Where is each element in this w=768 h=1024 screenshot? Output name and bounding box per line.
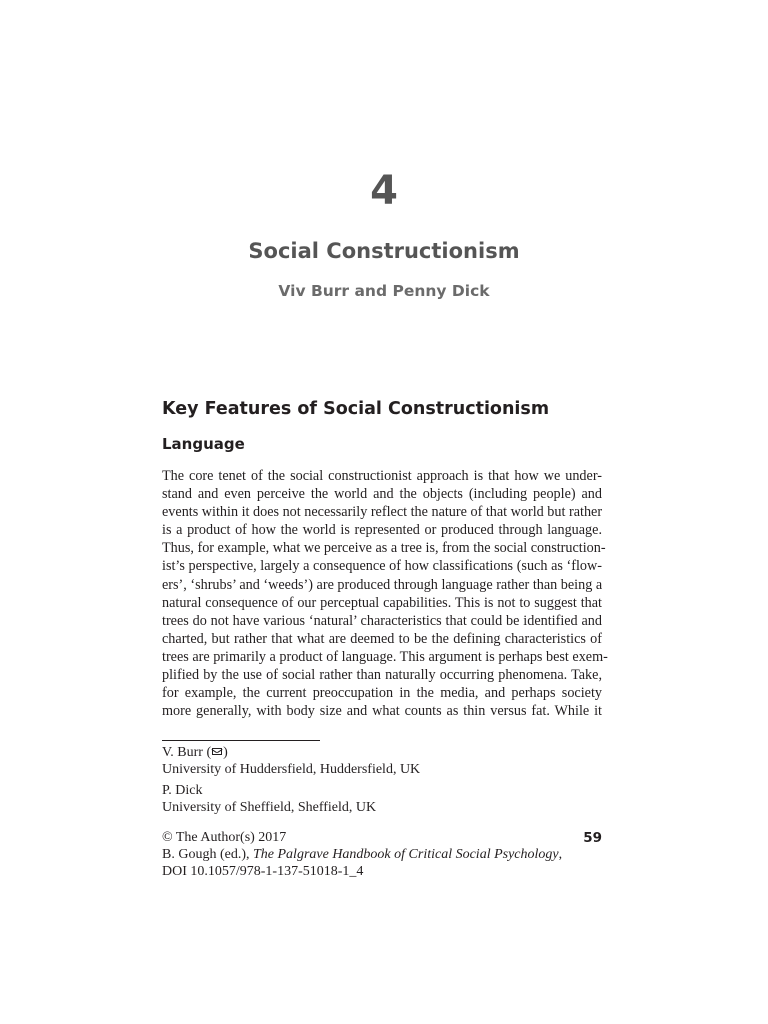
author-1-affiliation: University of Huddersfield, Huddersfield, UK [162,762,421,777]
page-number: 59 [583,830,602,846]
publication-info [162,829,562,880]
footnote-author-2 [162,782,376,816]
footnote-divider [162,740,320,741]
author-2-name: P. Dick [162,783,203,798]
author-1-name: V. Burr ( ) [162,745,228,760]
subsection-heading: Language [162,435,245,453]
author-2-affiliation: University of Sheffield, Sheffield, UK [162,800,377,815]
body-line: for example, the current preoccupation in the media, and perhaps society [162,685,602,702]
chapter-number: 4 [370,168,398,214]
body-line: natural consequence of our perceptual capabilities. This is not to suggest that [162,594,602,611]
body-line: plified by the use of social rather than naturally occurring phenomena. Take, [162,667,602,684]
citation-line: B. Gough (ed.), The Palgrave Handbook of Critical Social Psychology, [162,847,563,862]
body-line: charted, but rather that what are deemed to be the defining characteristics of [162,630,602,647]
body-line: ist’s perspective, largely a consequence of how classifications (such as ‘flow- [162,558,602,575]
body-paragraph [162,467,608,720]
body-line: more generally, with body size and what counts as thin versus fat. While it [162,703,602,720]
chapter-title: Social Constructionism [248,239,520,263]
body-line: stand and even perceive the world and the objects (including people) and [162,486,602,503]
body-line: events within it does not necessarily reflect the nature of that world but rather [162,504,603,521]
body-line: is a product of how the world is represented or produced through language. [162,522,602,539]
doi-line[interactable]: DOI 10.1057/978-1-137-51018-1_4 [162,864,364,879]
envelope-icon[interactable] [212,748,222,755]
section-heading: Key Features of Social Constructionism [162,399,550,419]
body-line: trees do not have various ‘natural’ characteristics that could be identified and [162,612,602,629]
body-line: ers’, ‘shrubs’ and ‘weeds’) are produced through language rather than being a [162,576,603,593]
chapter-authors: Viv Burr and Penny Dick [278,282,490,300]
copyright-line: © The Author(s) 2017 [162,830,287,845]
footnote-author-1 [162,744,420,778]
body-line: Thus, for example, what we perceive as a tree is, from the social construction- [162,540,606,557]
body-line: trees are primarily a product of language. This argument is perhaps best exem- [162,648,608,665]
body-line: The core tenet of the social constructionist approach is that how we under- [162,468,602,484]
book-title: The Palgrave Handbook of Critical Social Psychology [253,847,559,862]
